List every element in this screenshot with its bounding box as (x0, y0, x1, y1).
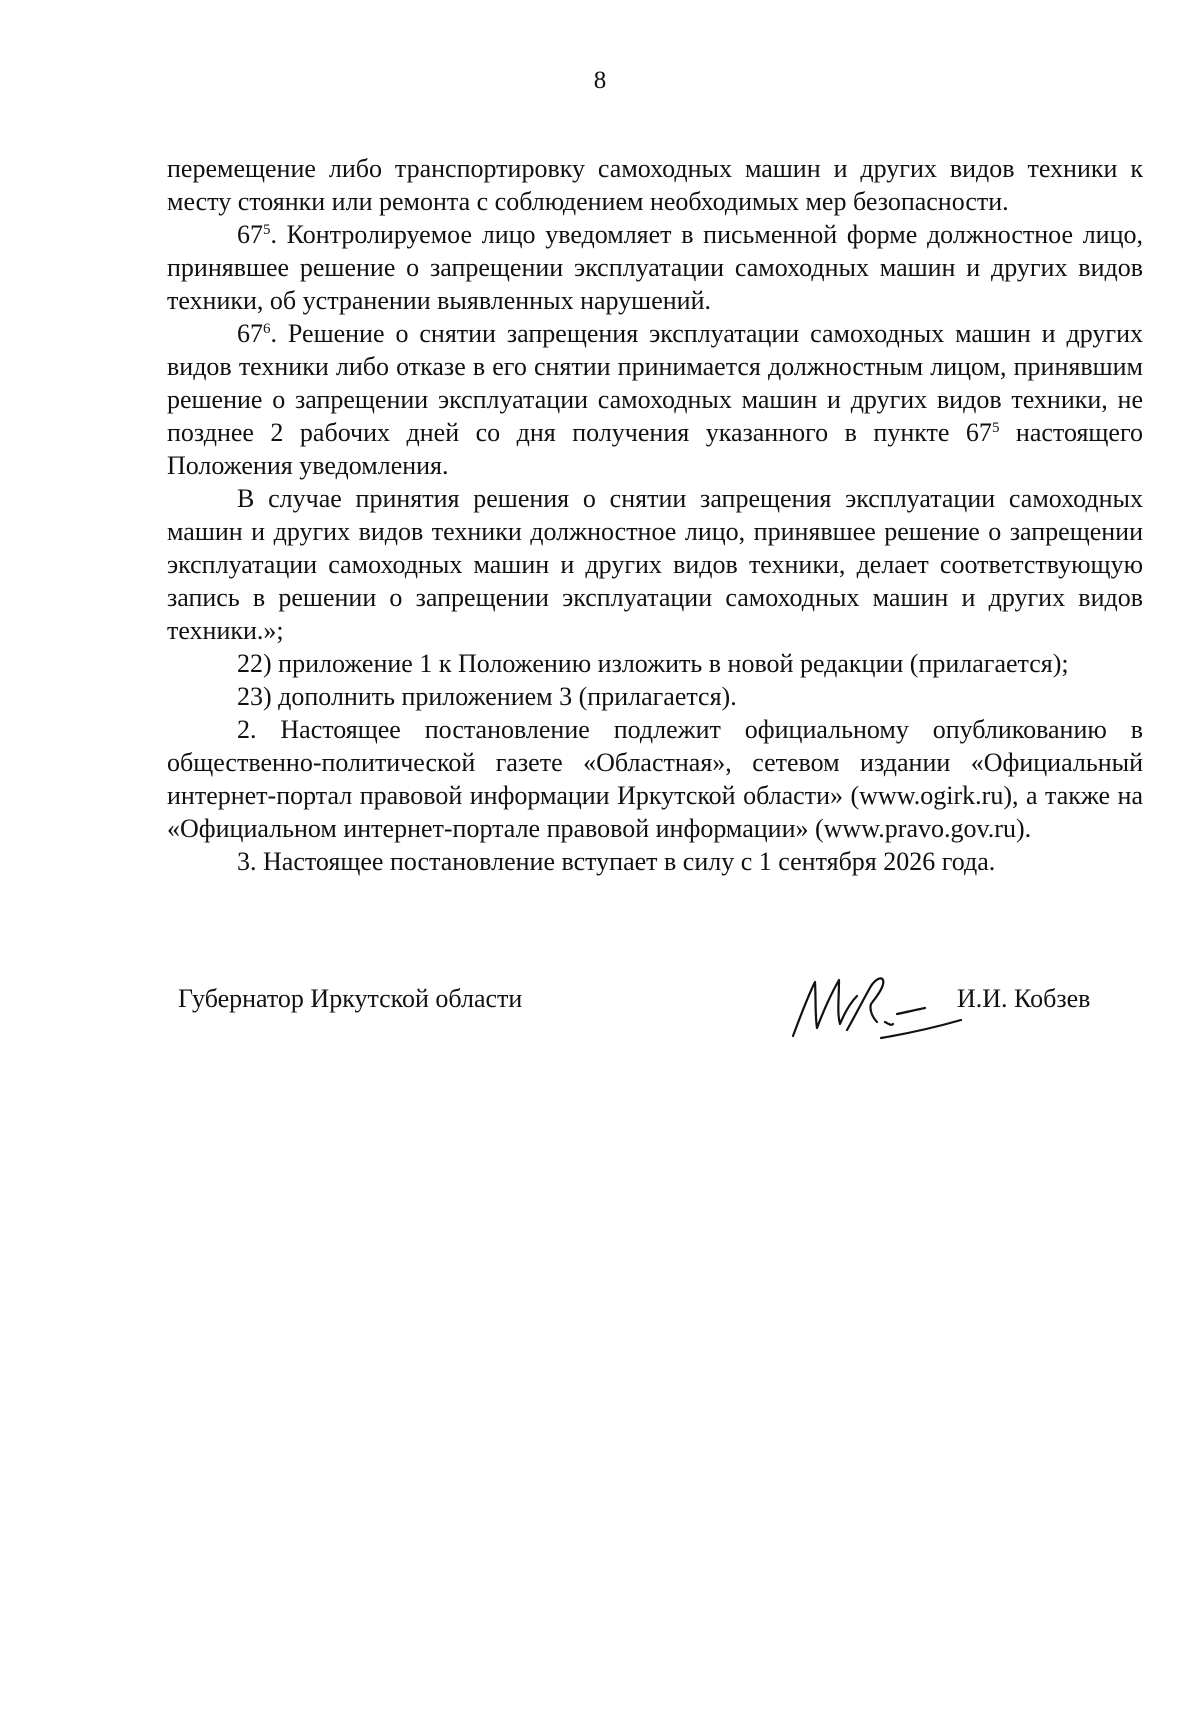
paragraph-item-22: 22) приложение 1 к Положению изложить в новой редакции (прилагается); (237, 649, 1069, 678)
clause-superscript: 6 (263, 321, 271, 337)
signature-block (0, 982, 1200, 1062)
signatory-name: И.И. Кобзев (957, 984, 1091, 1013)
clause-text: . Контролируемое лицо уведомляет в письменной форме должностное лицо, принявшее решение о запрещении эксплуатации самоходных машин и других видов техники, об устранении выявленных нарушений. (167, 220, 1143, 315)
handwritten-signature (785, 960, 965, 1050)
clause-number: 67 (237, 319, 263, 348)
signatory-title: Губернатор Иркутской области (178, 984, 523, 1013)
paragraph-lifting-decision: В случае принятия решения о снятии запрещения эксплуатации самоходных машин и других видов техники должностное лицо, принявшее решение о запрещении эксплуатации самоходных машин и других видов техники, делает соответствующую запись в решении о запрещении эксплуатации самоходных машин и других видов техники.»; (167, 484, 1143, 645)
paragraph-67-5 (167, 218, 1143, 317)
paragraph-continuation: перемещение либо транспортировку самоходных машин и других видов техники к месту стоянки или ремонта с соблюдением необходимых мер безопасности. (167, 154, 1143, 216)
document-body (167, 152, 1143, 878)
paragraph-item-23: 23) дополнить приложением 3 (прилагается). (237, 682, 737, 711)
paragraph-effective-date: 3. Настоящее постановление вступает в силу с 1 сентября 2026 года. (237, 847, 996, 876)
page-number: 8 (593, 67, 607, 94)
paragraph-67-6 (167, 317, 1143, 482)
paragraph-publication: 2. Настоящее постановление подлежит официальному опубликованию в общественно-политической газете «Областная», сетевом издании «Официальный интернет-портал правовой информации Иркутской области» (www.ogirk.ru), а также на «Официальном интернет-портале правовой информации» (www.pravo.gov.ru). (167, 715, 1143, 843)
clause-text-end: настоящего Положения уведомления. (167, 418, 1143, 480)
reference-superscript: 5 (991, 420, 1000, 436)
clause-text: . Решение о снятии запрещения эксплуатации самоходных машин и других видов техники либо отказе в его снятии принимается должностным лицом, принявшим решение о запрещении эксплуатации самоходных машин и других видов техники, не позднее 2 рабочих дней со дня получения указанного в пункте 67 (167, 319, 1143, 447)
clause-number: 67 (237, 220, 263, 249)
clause-superscript: 5 (263, 222, 271, 238)
